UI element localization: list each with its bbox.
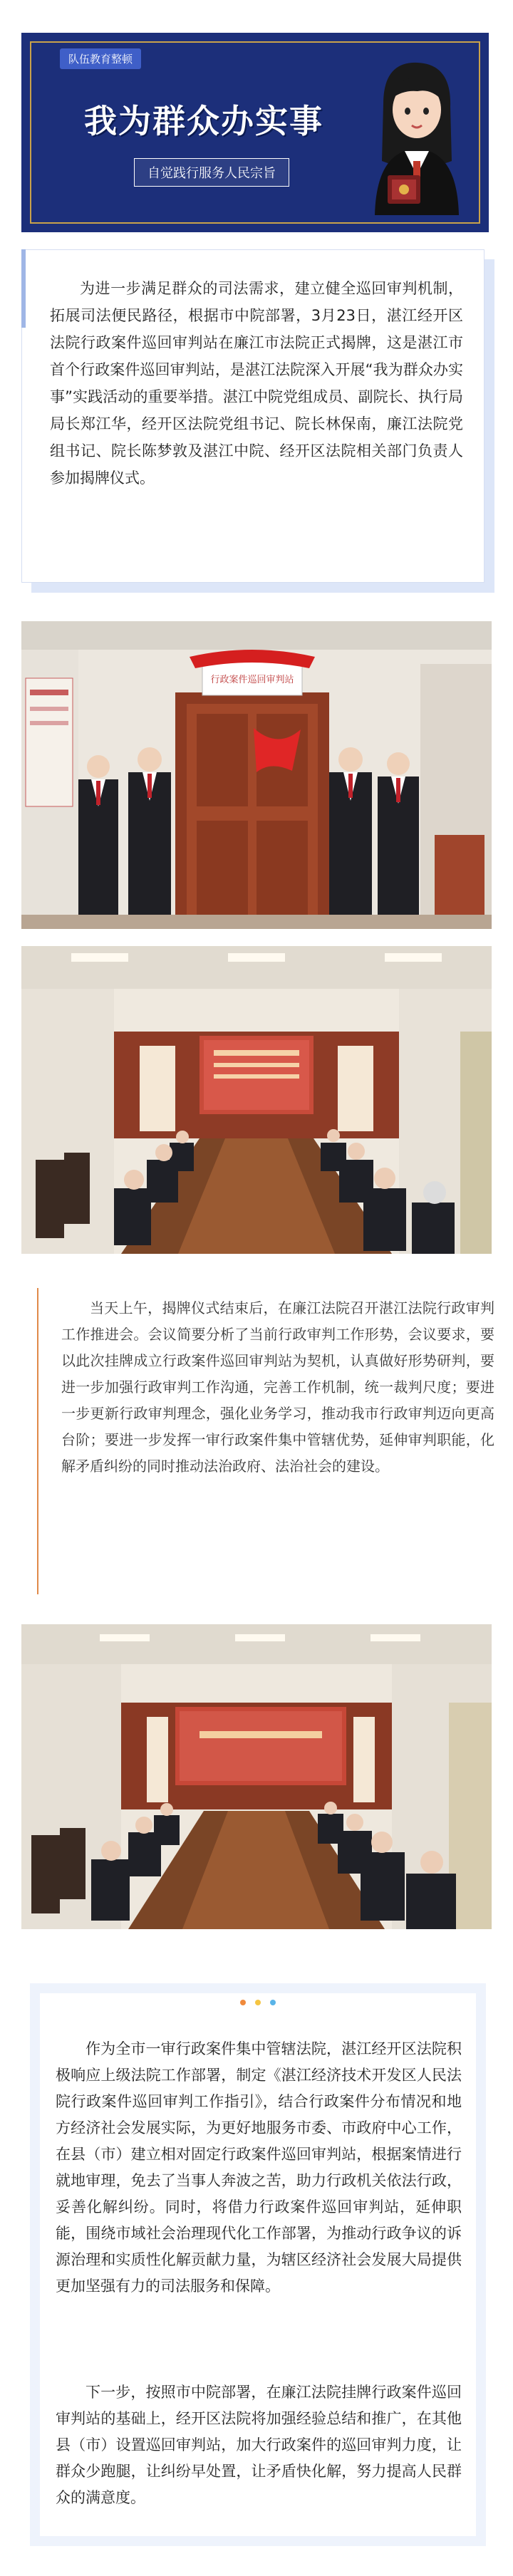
decorative-dots xyxy=(30,1995,486,2008)
summary-paragraph-2: 下一步，按照市中院部署，在廉江法院挂牌行政案件巡回审判站的基础上，经开区法院将加强经验总结和推广，在其他县（市）设置巡回审判站，加大行政案件的巡回审判力度，让群众少跑腿，让纠纷早处置，让矛盾快化解，努力提高人民群众的满意度。 xyxy=(56,2384,462,2506)
judge-figure-icon xyxy=(362,54,469,215)
intro-paragraph: 为进一步满足群众的司法需求，建立健全巡回审判机制，拓展司法便民路径，根据市中院部署，3月23日，湛江经开区法院行政案件巡回审判站在廉江市法院正式揭牌，这是湛江市首个行政案件巡回审判站，是湛江法院深入开展“我为群众办实事”实践活动的重要举措。湛江中院党组成员、副院长、执行局局长郑江华，经开区法院党组书记、院长林保南，廉江法院党组书记、院长陈梦敦及湛江中院、经开区法院相关部门负责人参加揭牌仪式。 xyxy=(50,280,463,487)
meeting-paragraph: 当天上午，揭牌仪式结束后，在廉江法院召开湛江法院行政审判工作推进会。会议简要分析了当前行政审判工作形势，会议要求，要以此次挂牌成立行政案件巡回审判站为契机，认真做好形势研判，要进一步加强行政审判工作沟通，完善工作机制，统一裁判尺度；要进一步更新行政审判理念，强化业务学习，推动我市行政审判迈向更高台阶；要进一步发挥一审行政案件集中管辖优势，延伸审判职能，化解矛盾纠纷的同时推动法治政府、法治社会的建设。 xyxy=(61,1299,494,1475)
dot-yellow xyxy=(255,2000,261,2005)
banner-subtitle: 自觉践行服务人民宗旨 xyxy=(134,158,289,187)
banner-title: 我为群众办实事 xyxy=(84,102,323,140)
plaque-text: 行政案件巡回审判站 xyxy=(210,675,294,685)
team-tag: 队伍教育整顿 xyxy=(60,48,141,69)
photo-meeting-room xyxy=(21,946,492,1254)
meeting-text-block xyxy=(37,1288,494,1594)
photo-meeting-room-2 xyxy=(21,1624,492,1929)
dot-blue xyxy=(270,2000,276,2005)
summary-paragraph-1: 作为全市一审行政案件集中管辖法院，湛江经开区法院积极响应上级法院工作部署，制定《湛江经济技术开发区人民法院行政案件巡回审判工作指引》，结合行政案件分布情况和地方经济社会发展实际，为更好地服务市委、市政府中心工作，在县（市）建立相对固定行政案件巡回审判站，根据案情进行就地审理，免去了当事人奔波之苦，助力行政机关依法行政，妥善化解纠纷。同时，将借力行政案件巡回审判站，延伸职能，围绕市域社会治理现代化工作部署，为推动行政争议的诉源治理和实质性化解贡献力量，为辖区经济社会发展大局提供更加坚强有力的司法服务和保障。 xyxy=(56,2040,462,2295)
summary-card xyxy=(30,1983,486,2546)
card-accent-bar xyxy=(21,249,26,328)
dot-orange xyxy=(240,2000,246,2005)
photo-plaque-unveiling xyxy=(21,621,492,929)
header-banner xyxy=(21,33,489,232)
intro-card xyxy=(21,249,484,583)
